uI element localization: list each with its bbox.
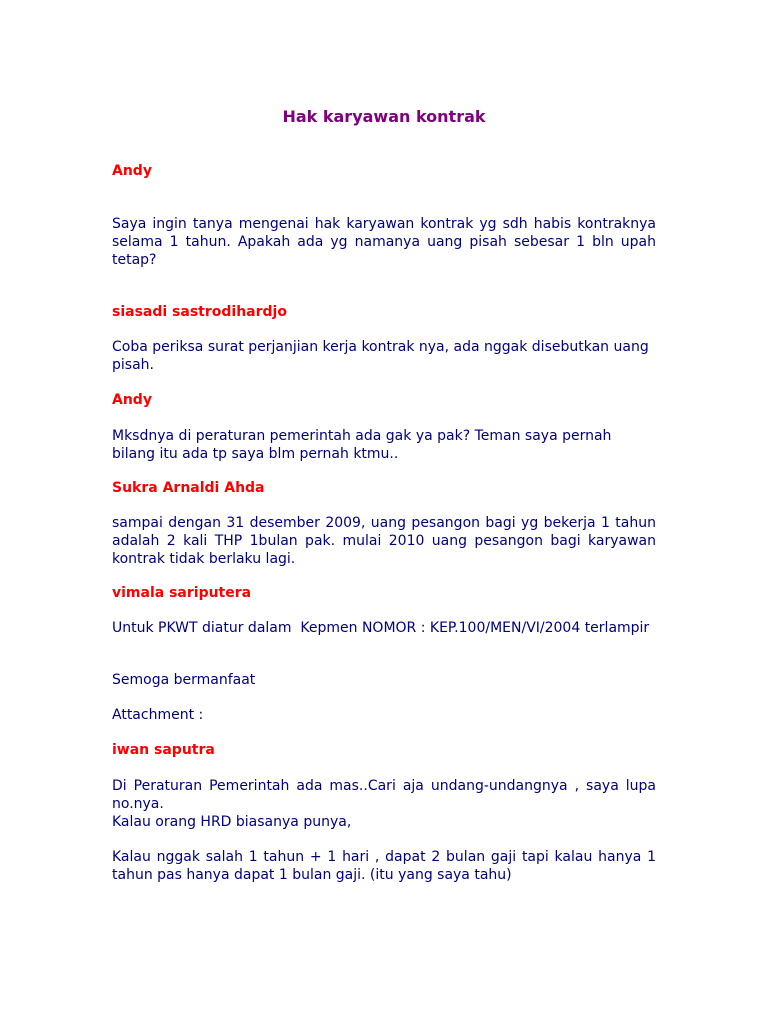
post-author-siasadi: siasadi sastrodihardjo <box>112 304 287 320</box>
post-author-vimala: vimala sariputera <box>112 585 252 601</box>
post-text-andy-1: Saya ingin tanya mengenai hak karyawan kontrak yg sdh habis kontraknya selama 1 tahun. Apakah ada yg namanya uang pisah sebesar 1 bln upah tetap? <box>112 216 656 268</box>
post-text-vimala: Untuk PKWT diatur dalam Kepmen NOMOR : KEP.100/MEN/VI/2004 terlampir <box>112 620 650 636</box>
post-text-andy-2: Mksdnya di peraturan pemerintah ada gak ya pak? Teman saya pernah bilang itu ada tp saya blm pernah ktmu.. <box>112 428 612 462</box>
post-text-siasadi: Coba periksa surat perjanjian kerja kontrak nya, ada nggak disebutkan uang pisah. <box>112 339 649 373</box>
post-author-iwan: iwan saputra <box>112 742 215 758</box>
post-closing-vimala: Semoga bermanfaat <box>112 672 256 688</box>
post-text-sukra: sampai dengan 31 desember 2009, uang pesangon bagi yg bekerja 1 tahun adalah 2 kali THP 1bulan pak. mulai 2010 uang pesangon bagi karyawan kontrak tidak berlaku lagi. <box>112 515 656 567</box>
post-author-sukra: Sukra Arnaldi Ahda <box>112 480 265 496</box>
attachment-label: Attachment : <box>112 707 204 723</box>
post-author-andy-1: Andy <box>112 163 152 179</box>
post-text-iwan-3: Kalau nggak salah 1 tahun + 1 hari , dapat 2 bulan gaji tapi kalau hanya 1 tahun pas hanya dapat 1 bulan gaji. (itu yang saya tahu) <box>112 849 656 883</box>
document-title: Hak karyawan kontrak <box>282 107 486 126</box>
post-text-iwan-2: Kalau orang HRD biasanya punya, <box>112 814 352 830</box>
post-text-iwan-1: Di Peraturan Pemerintah ada mas..Cari aja undang-undangnya , saya lupa no.nya. <box>112 778 656 812</box>
post-author-andy-2: Andy <box>112 392 152 408</box>
